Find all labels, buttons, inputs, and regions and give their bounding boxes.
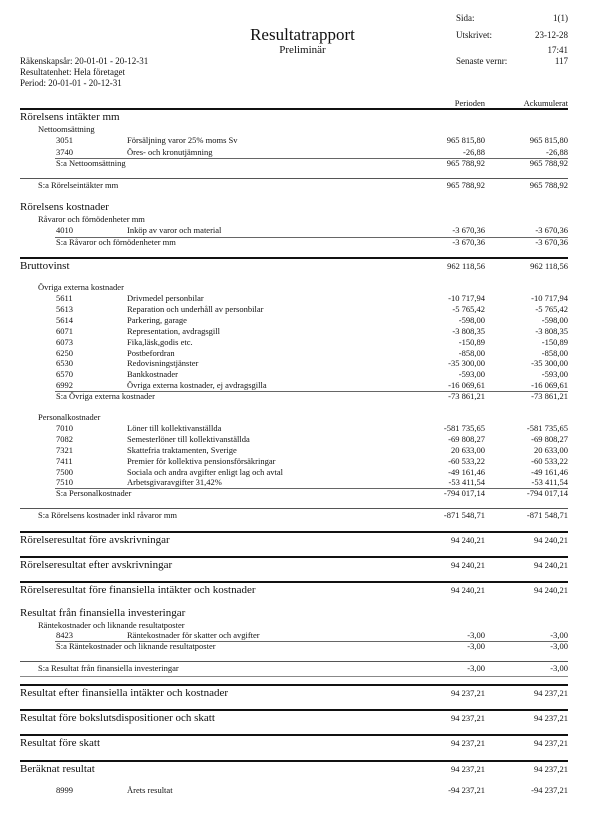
value-period: -593,00	[458, 369, 485, 379]
group-title: Personalkostnader	[38, 412, 101, 422]
value-period: -150,89	[458, 337, 485, 347]
value-period: -35 300,00	[448, 358, 485, 368]
section-divider	[20, 734, 568, 736]
section-divider	[20, 531, 568, 533]
value-accumulated: 94 240,21	[534, 535, 568, 545]
section-title: Rörelsens intäkter mm	[20, 111, 120, 123]
section-divider	[20, 760, 568, 762]
value-period: -69 808,27	[448, 434, 485, 444]
value-accumulated: -94 237,21	[531, 785, 568, 795]
account-description: Löner till kollektivanställda	[127, 423, 222, 433]
total-rule	[20, 178, 568, 179]
value-accumulated: -69 808,27	[531, 434, 568, 444]
value-accumulated: -49 161,46	[531, 467, 568, 477]
section-title: Resultat från finansiella investeringar	[20, 607, 186, 619]
account-description: Reparation och underhåll av personbilar	[127, 304, 264, 314]
value-period: -858,00	[458, 348, 485, 358]
value-accumulated: 962 118,56	[530, 261, 568, 271]
value-accumulated: -3,00	[550, 663, 568, 673]
value-accumulated: 94 237,21	[534, 764, 568, 774]
printed-date: 23-12-28	[535, 30, 568, 40]
account-description: Inköp av varor och material	[127, 225, 222, 235]
value-period: 965 815,80	[446, 135, 485, 145]
value-accumulated: -53 411,54	[531, 477, 568, 487]
account-description: Årets resultat	[127, 785, 173, 795]
account-code: 6073	[56, 337, 73, 347]
group-title: Råvaror och förnödenheter mm	[38, 214, 145, 224]
value-accumulated: -60 533,22	[531, 456, 568, 466]
section-title: Resultat före bokslutsdispositioner och skatt	[20, 712, 215, 724]
value-accumulated: 20 633,00	[534, 445, 568, 455]
value-accumulated: -5 765,42	[535, 304, 568, 314]
account-code: 8423	[56, 630, 73, 640]
value-accumulated: -150,89	[541, 337, 568, 347]
value-period: -3 670,36	[452, 237, 485, 247]
report-title: Resultatrapport	[250, 25, 355, 44]
value-accumulated: -794 017,14	[526, 488, 568, 498]
value-accumulated: -10 717,94	[531, 293, 568, 303]
account-description: Semesterlöner till kollektivanställda	[127, 434, 250, 444]
header-divider	[20, 108, 568, 110]
account-code: 5613	[56, 304, 73, 314]
value-period: -26,88	[463, 147, 485, 157]
group-title: Övriga externa kostnader	[38, 282, 124, 292]
section-title: Resultat före skatt	[20, 737, 101, 749]
value-accumulated: 965 788,92	[529, 180, 568, 190]
value-accumulated: -26,88	[546, 147, 568, 157]
account-code: 6570	[56, 369, 73, 379]
period: Period: 20-01-01 - 20-12-31	[20, 78, 122, 88]
value-period: -49 161,46	[448, 467, 485, 477]
last-ver-value: 117	[554, 56, 568, 66]
total-label: S:a Rörelseintäkter mm	[38, 180, 119, 190]
value-period: 962 118,56	[447, 261, 485, 271]
value-accumulated: 94 237,21	[534, 688, 568, 698]
account-description: Premier för kollektiva pensionsförsäkringar	[127, 456, 276, 466]
account-code: 7010	[56, 423, 73, 433]
value-period: -871 548,71	[443, 510, 485, 520]
account-code: 3051	[56, 135, 73, 145]
subtotal-label: S:a Personalkostnader	[56, 488, 132, 498]
account-code: 7082	[56, 434, 73, 444]
account-description: Öres- och kronutjämning	[127, 147, 213, 157]
account-code: 5611	[56, 293, 73, 303]
section-divider	[20, 684, 568, 686]
account-description: Försäljning varor 25% moms Sv	[127, 135, 238, 145]
total-rule	[20, 661, 568, 662]
value-accumulated: -3 808,35	[535, 326, 568, 336]
total-rule	[20, 508, 568, 509]
value-accumulated: 965 788,92	[529, 158, 568, 168]
value-accumulated: -3 670,36	[535, 225, 568, 235]
value-period: -5 765,42	[452, 304, 485, 314]
account-description: Postbefordran	[127, 348, 175, 358]
value-period: -3,00	[467, 663, 485, 673]
subtotal-rule	[55, 488, 568, 489]
account-description: Bankkostnader	[127, 369, 178, 379]
section-title: Rörelseresultat före finansiella intäkter och kostnader	[20, 584, 256, 596]
value-accumulated: -871 548,71	[526, 510, 568, 520]
value-period: -94 237,21	[448, 785, 485, 795]
section-title: Bruttovinst	[20, 260, 70, 272]
column-header-accumulated: Ackumulerat	[523, 98, 568, 108]
value-accumulated: 94 240,21	[534, 585, 568, 595]
report-subtitle: Preliminär	[279, 44, 326, 56]
subtotal-label: S:a Råvaror och förnödenheter mm	[56, 237, 176, 247]
account-code: 7321	[56, 445, 73, 455]
section-divider	[20, 581, 568, 583]
value-period: 94 237,21	[451, 764, 485, 774]
account-description: Parkering, garage	[127, 315, 187, 325]
fiscal-year: Räkenskapsår: 20-01-01 - 20-12-31	[20, 56, 149, 66]
page-value: 1(1)	[553, 13, 568, 23]
section-divider-thin	[20, 676, 568, 677]
account-code: 6530	[56, 358, 73, 368]
value-period: 94 240,21	[451, 560, 485, 570]
value-accumulated: -3 670,36	[535, 237, 568, 247]
value-period: -16 069,61	[448, 380, 485, 390]
section-title: Rörelsens kostnader	[20, 201, 109, 213]
value-accumulated: -858,00	[541, 348, 568, 358]
value-accumulated: -598,00	[541, 315, 568, 325]
value-period: 94 237,21	[451, 688, 485, 698]
value-accumulated: 94 237,21	[534, 738, 568, 748]
value-accumulated: 94 237,21	[534, 713, 568, 723]
last-ver-label: Senaste vernr:	[456, 56, 508, 66]
section-title: Rörelseresultat före avskrivningar	[20, 534, 170, 546]
account-code: 7510	[56, 477, 73, 487]
value-period: -598,00	[458, 315, 485, 325]
value-period: 965 788,92	[446, 158, 485, 168]
account-description: Övriga externa kostnader, ej avdragsgilla	[127, 380, 267, 390]
value-accumulated: -593,00	[541, 369, 568, 379]
page-label: Sida:	[456, 13, 475, 23]
account-description: Fika,läsk,godis etc.	[127, 337, 193, 347]
account-description: Skattefria traktamenten, Sverige	[127, 445, 237, 455]
account-code: 4010	[56, 225, 73, 235]
group-title: Nettoomsättning	[38, 124, 95, 134]
value-accumulated: -73 861,21	[531, 391, 568, 401]
value-period: 94 237,21	[451, 738, 485, 748]
value-accumulated: -35 300,00	[531, 358, 568, 368]
value-period: 94 240,21	[451, 535, 485, 545]
value-period: 20 633,00	[451, 445, 485, 455]
value-accumulated: -16 069,61	[531, 380, 568, 390]
account-code: 7411	[56, 456, 73, 466]
subtotal-label: S:a Räntekostnader och liknande resultatposter	[56, 641, 216, 651]
column-header-period: Perioden	[454, 98, 485, 108]
value-period: -581 735,65	[443, 423, 485, 433]
account-description: Redovisningstjänster	[127, 358, 199, 368]
value-period: -60 533,22	[448, 456, 485, 466]
section-title: Rörelseresultat efter avskrivningar	[20, 559, 173, 571]
account-code: 8999	[56, 785, 73, 795]
total-label: S:a Resultat från finansiella investeringar	[38, 663, 179, 673]
account-description: Arbetsgivaravgifter 31,42%	[127, 477, 222, 487]
value-period: 94 237,21	[451, 713, 485, 723]
value-accumulated: 94 240,21	[534, 560, 568, 570]
account-code: 3740	[56, 147, 73, 157]
account-code: 6992	[56, 380, 73, 390]
subtotal-label: S:a Övriga externa kostnader	[56, 391, 155, 401]
printed-time: 17:41	[547, 45, 568, 55]
subtotal-label: S:a Nettoomsättning	[56, 158, 126, 168]
printed-label: Utskrivet:	[456, 30, 492, 40]
value-accumulated: -3,00	[550, 641, 568, 651]
section-divider	[20, 257, 568, 259]
total-label: S:a Rörelsens kostnader inkl råvaror mm	[38, 510, 178, 520]
value-period: -73 861,21	[448, 391, 485, 401]
value-period: -3 670,36	[452, 225, 485, 235]
value-period: -794 017,14	[443, 488, 485, 498]
account-code: 7500	[56, 467, 73, 477]
group-title: Räntekostnader och liknande resultatposter	[38, 620, 185, 630]
value-period: -53 411,54	[448, 477, 485, 487]
value-accumulated: 965 815,80	[529, 135, 568, 145]
result-unit: Resultatenhet: Hela företaget	[20, 67, 125, 77]
section-divider	[20, 709, 568, 711]
value-accumulated: -581 735,65	[526, 423, 568, 433]
account-description: Representation, avdragsgill	[127, 326, 221, 336]
account-description: Sociala och andra avgifter enligt lag och avtal	[127, 467, 284, 477]
value-period: 94 240,21	[451, 585, 485, 595]
value-period: -3,00	[467, 641, 485, 651]
account-description: Räntekostnader för skatter och avgifter	[127, 630, 260, 640]
value-accumulated: -3,00	[550, 630, 568, 640]
section-divider	[20, 556, 568, 558]
account-code: 5614	[56, 315, 73, 325]
value-period: 965 788,92	[446, 180, 485, 190]
value-period: -3,00	[467, 630, 485, 640]
account-code: 6071	[56, 326, 73, 336]
value-period: -10 717,94	[448, 293, 485, 303]
section-title: Beräknat resultat	[20, 763, 95, 775]
subtotal-rule	[55, 158, 568, 159]
account-description: Drivmedel personbilar	[127, 293, 204, 303]
account-code: 6250	[56, 348, 73, 358]
value-period: -3 808,35	[452, 326, 485, 336]
section-title: Resultat efter finansiella intäkter och kostnader	[20, 687, 229, 699]
